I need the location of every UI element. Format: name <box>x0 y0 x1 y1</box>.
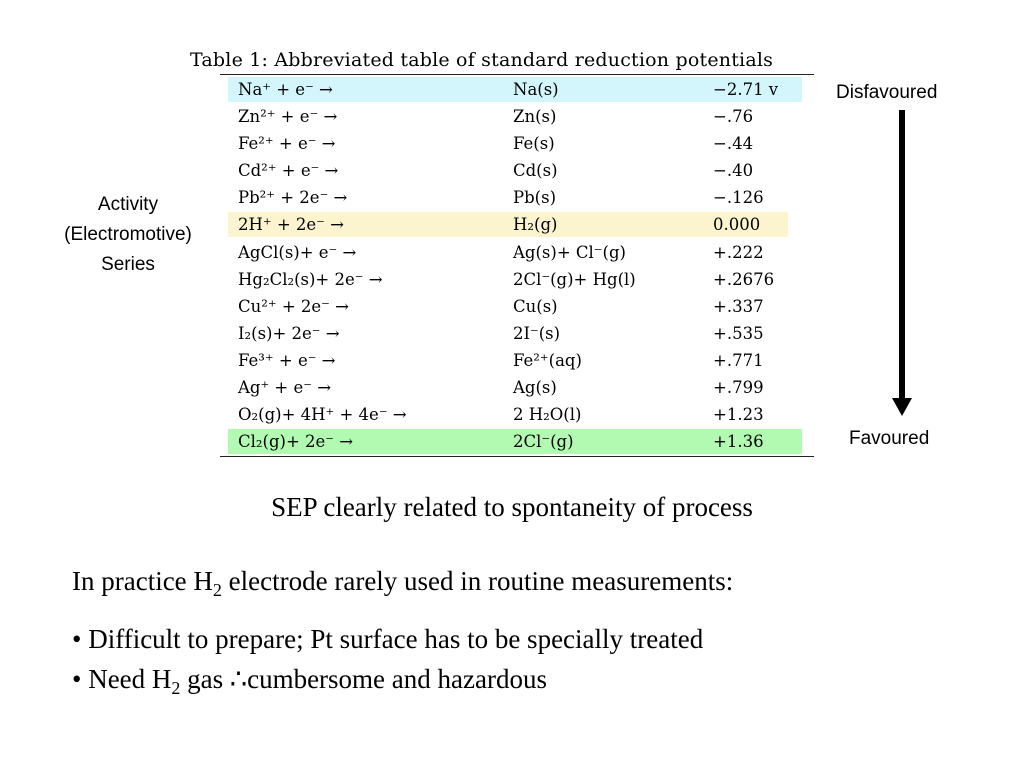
product-cell: Ag(s)+ Cl⁻(g) <box>513 242 626 262</box>
table-row <box>228 157 808 184</box>
potential-cell: −.76 <box>713 107 754 127</box>
potential-cell: +1.36 <box>713 432 764 452</box>
table-row <box>228 103 808 130</box>
activity-label-line: Activity <box>97 194 159 215</box>
down-arrow-shaft <box>899 110 905 402</box>
potential-cell: +.535 <box>713 323 764 343</box>
potential-cell: −.126 <box>713 188 764 208</box>
product-cell: Na(s) <box>513 80 559 99</box>
product-cell: Zn(s) <box>513 107 557 127</box>
table-row <box>228 76 808 103</box>
reaction-cell: Zn²⁺ + e⁻ → <box>238 107 338 127</box>
potential-cell: +.2676 <box>713 269 775 289</box>
headline: SEP clearly related to spontaneity of process <box>271 492 753 522</box>
table-row <box>228 320 808 347</box>
reaction-cell: Cl₂(g)+ 2e⁻ → <box>238 432 354 452</box>
table-top-rule <box>220 74 814 75</box>
product-cell: 2 H₂O(l) <box>513 405 582 425</box>
paragraph-h2-electrode <box>72 566 733 601</box>
table-row <box>228 239 808 266</box>
product-cell: 2I⁻(s) <box>513 323 561 343</box>
potential-cell: +.337 <box>713 296 764 316</box>
reaction-cell: I₂(s)+ 2e⁻ → <box>238 323 340 343</box>
product-cell: H₂(g) <box>513 215 558 235</box>
reaction-cell: Pb²⁺ + 2e⁻ → <box>238 188 348 208</box>
product-cell: Cu(s) <box>513 296 558 316</box>
text-run: electrode rarely used in routine measurements: <box>221 566 734 596</box>
table-bottom-rule <box>220 456 814 457</box>
reaction-cell: Ag⁺ + e⁻ → <box>238 378 332 398</box>
table-row <box>228 130 808 157</box>
reaction-cell: O₂(g)+ 4H⁺ + 4e⁻ → <box>238 405 407 425</box>
text-run: • Need H <box>72 664 172 694</box>
potential-cell: 0.000 <box>713 215 761 235</box>
product-cell: Pb(s) <box>513 188 557 208</box>
activity-label-line: Series <box>101 254 155 275</box>
product-cell: Fe(s) <box>513 134 555 154</box>
table-row <box>228 347 808 374</box>
table-caption: Table 1: Abbreviated table of standard reduction potentials <box>190 49 774 71</box>
potential-cell: +.771 <box>713 350 764 370</box>
down-arrow-icon <box>892 398 912 416</box>
bullet-difficult-to-prepare: • Difficult to prepare; Pt surface has to be specially treated <box>72 624 704 654</box>
potential-cell: +1.23 <box>713 405 764 425</box>
product-cell: Cd(s) <box>513 161 558 181</box>
activity-series-label <box>38 190 218 280</box>
text-run: In practice H <box>72 566 213 596</box>
bullet-need-h2-gas <box>72 664 547 699</box>
reaction-cell: Hg₂Cl₂(s)+ 2e⁻ → <box>238 269 383 289</box>
table-row <box>228 266 808 293</box>
product-cell: 2Cl⁻(g) <box>513 432 574 452</box>
reaction-cell: 2H⁺ + 2e⁻ → <box>238 215 344 235</box>
activity-label-line: (Electromotive) <box>64 224 192 245</box>
potential-cell: −2.71 v <box>713 80 779 99</box>
reduction-potentials-table <box>228 76 808 455</box>
product-cell: Fe²⁺(aq) <box>513 350 582 370</box>
table-row <box>228 211 808 238</box>
table-row <box>228 428 808 455</box>
product-cell: Ag(s) <box>513 378 557 398</box>
reaction-cell: Fe²⁺ + e⁻ → <box>238 134 336 154</box>
reaction-cell: Na⁺ + e⁻ → <box>238 80 333 99</box>
reaction-cell: AgCl(s)+ e⁻ → <box>238 242 357 262</box>
favoured-label: Favoured <box>849 428 930 449</box>
potential-cell: +.799 <box>713 378 764 398</box>
subscript: 2 <box>212 580 222 600</box>
table-row <box>228 293 808 320</box>
subscript: 2 <box>171 678 181 698</box>
text-run: gas ∴cumbersome and hazardous <box>180 664 547 694</box>
table-row <box>228 374 808 401</box>
potential-cell: −.40 <box>713 161 754 181</box>
reaction-cell: Cu²⁺ + 2e⁻ → <box>238 296 349 316</box>
product-cell: 2Cl⁻(g)+ Hg(l) <box>513 269 636 289</box>
disfavoured-label: Disfavoured <box>836 82 938 103</box>
reaction-cell: Cd²⁺ + e⁻ → <box>238 161 339 181</box>
reaction-cell: Fe³⁺ + e⁻ → <box>238 350 336 370</box>
potential-cell: +.222 <box>713 242 764 262</box>
table-row <box>228 401 808 428</box>
potential-cell: −.44 <box>713 134 754 154</box>
table-row <box>228 184 808 211</box>
